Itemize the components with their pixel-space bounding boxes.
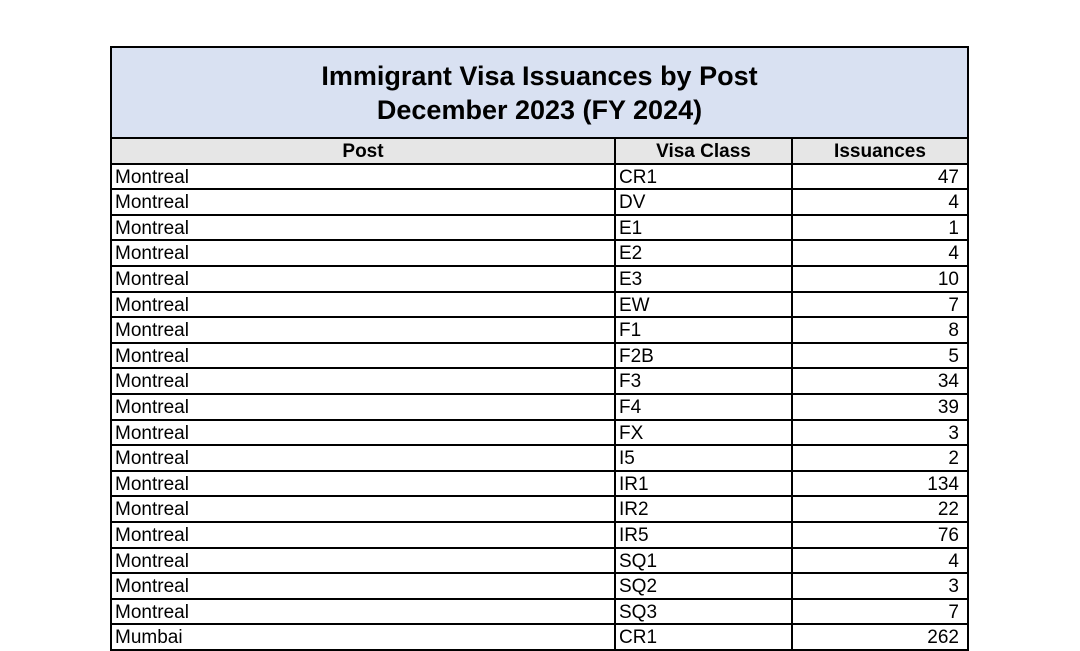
visa-class-cell: F4 [616, 395, 793, 421]
visa-class-cell: CR1 [616, 625, 793, 651]
issuances-cell: 7 [793, 600, 967, 626]
post-cell: Montreal [112, 421, 616, 447]
post-cell: Montreal [112, 344, 616, 370]
issuances-cell: 3 [793, 574, 967, 600]
post-cell: Montreal [112, 523, 616, 549]
title-block [112, 48, 967, 139]
visa-class-cell: F2B [616, 344, 793, 370]
column-header-issuances: Issuances [793, 139, 967, 165]
visa-issuance-sheet [110, 46, 969, 651]
visa-class-cell: E2 [616, 241, 793, 267]
visa-class-cell: SQ3 [616, 600, 793, 626]
issuance-table [112, 139, 967, 651]
issuances-cell: 47 [793, 165, 967, 191]
issuances-cell: 4 [793, 241, 967, 267]
issuances-cell: 1 [793, 216, 967, 242]
issuances-cell: 4 [793, 190, 967, 216]
issuances-cell: 262 [793, 625, 967, 651]
post-cell: Montreal [112, 318, 616, 344]
visa-class-cell: I5 [616, 446, 793, 472]
issuances-cell: 22 [793, 497, 967, 523]
visa-class-cell: SQ1 [616, 549, 793, 575]
post-cell: Montreal [112, 369, 616, 395]
column-header-post: Post [112, 139, 616, 165]
visa-class-cell: CR1 [616, 165, 793, 191]
visa-class-cell: IR1 [616, 472, 793, 498]
issuances-cell: 2 [793, 446, 967, 472]
title-line-1: Immigrant Visa Issuances by Post [321, 61, 758, 91]
issuances-cell: 3 [793, 421, 967, 447]
issuances-cell: 5 [793, 344, 967, 370]
post-cell: Montreal [112, 241, 616, 267]
post-cell: Montreal [112, 293, 616, 319]
post-cell: Mumbai [112, 625, 616, 651]
issuances-cell: 76 [793, 523, 967, 549]
post-cell: Montreal [112, 472, 616, 498]
post-cell: Montreal [112, 216, 616, 242]
issuances-cell: 4 [793, 549, 967, 575]
issuances-cell: 134 [793, 472, 967, 498]
issuances-cell: 10 [793, 267, 967, 293]
column-header-visa-class: Visa Class [616, 139, 793, 165]
visa-class-cell: IR5 [616, 523, 793, 549]
post-cell: Montreal [112, 190, 616, 216]
post-cell: Montreal [112, 549, 616, 575]
visa-class-cell: IR2 [616, 497, 793, 523]
post-cell: Montreal [112, 395, 616, 421]
visa-class-cell: F1 [616, 318, 793, 344]
visa-class-cell: SQ2 [616, 574, 793, 600]
visa-class-cell: FX [616, 421, 793, 447]
post-cell: Montreal [112, 574, 616, 600]
issuances-cell: 39 [793, 395, 967, 421]
visa-class-cell: DV [616, 190, 793, 216]
visa-class-cell: E3 [616, 267, 793, 293]
title-line-2: December 2023 (FY 2024) [376, 95, 703, 125]
visa-class-cell: F3 [616, 369, 793, 395]
visa-class-cell: EW [616, 293, 793, 319]
post-cell: Montreal [112, 600, 616, 626]
post-cell: Montreal [112, 165, 616, 191]
post-cell: Montreal [112, 446, 616, 472]
issuances-cell: 34 [793, 369, 967, 395]
visa-class-cell: E1 [616, 216, 793, 242]
issuances-cell: 8 [793, 318, 967, 344]
issuances-cell: 7 [793, 293, 967, 319]
post-cell: Montreal [112, 267, 616, 293]
post-cell: Montreal [112, 497, 616, 523]
